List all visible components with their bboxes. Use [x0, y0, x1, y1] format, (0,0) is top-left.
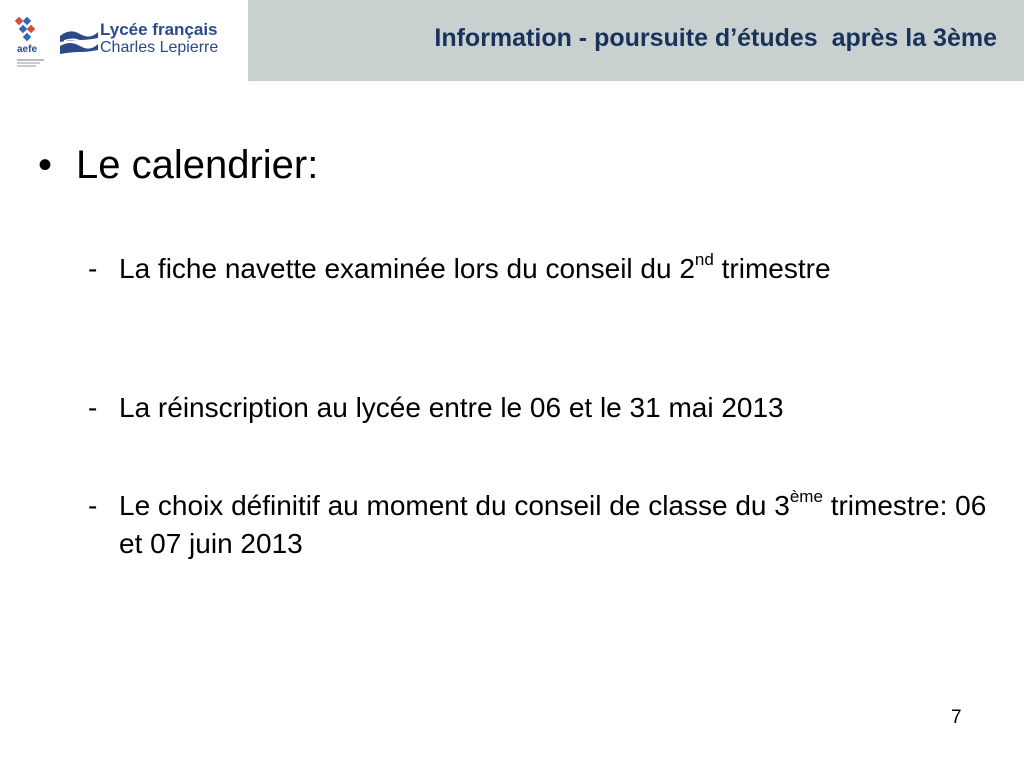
school-name-line2: Charles Lepierre	[100, 39, 219, 56]
logo-acronym: aefe	[17, 44, 38, 55]
slide-title: Information - poursuite d’études après la 3ème	[434, 24, 997, 52]
main-bullet-label: Le calendrier:	[76, 143, 319, 187]
list-item-text-main: La fiche navette examinée lors du conseil du 2	[119, 253, 695, 284]
list-item-text	[119, 250, 999, 288]
dash-marker: -	[88, 392, 98, 423]
list-item-text-main: La réinscription au lycée entre le 06 et le 31 mai 2013	[119, 392, 784, 423]
list-item-text	[119, 487, 999, 563]
dash-marker: -	[88, 490, 98, 521]
school-name-line1: Lycée français	[100, 20, 218, 39]
dash-marker: -	[88, 253, 98, 284]
page-number: 7	[951, 707, 962, 728]
list-item-text-cont: trimestre	[713, 253, 831, 284]
list-item-superscript: nd	[694, 250, 714, 269]
list-item-text	[119, 389, 999, 427]
list-item-text-main: Le choix définitif au moment du conseil de classe du 3	[119, 490, 790, 521]
bullet-dot: •	[38, 143, 53, 187]
list-item-superscript: ème	[789, 487, 823, 506]
list-item-text-cont: trimestre: 06 et 07 juin 2013	[119, 490, 987, 559]
